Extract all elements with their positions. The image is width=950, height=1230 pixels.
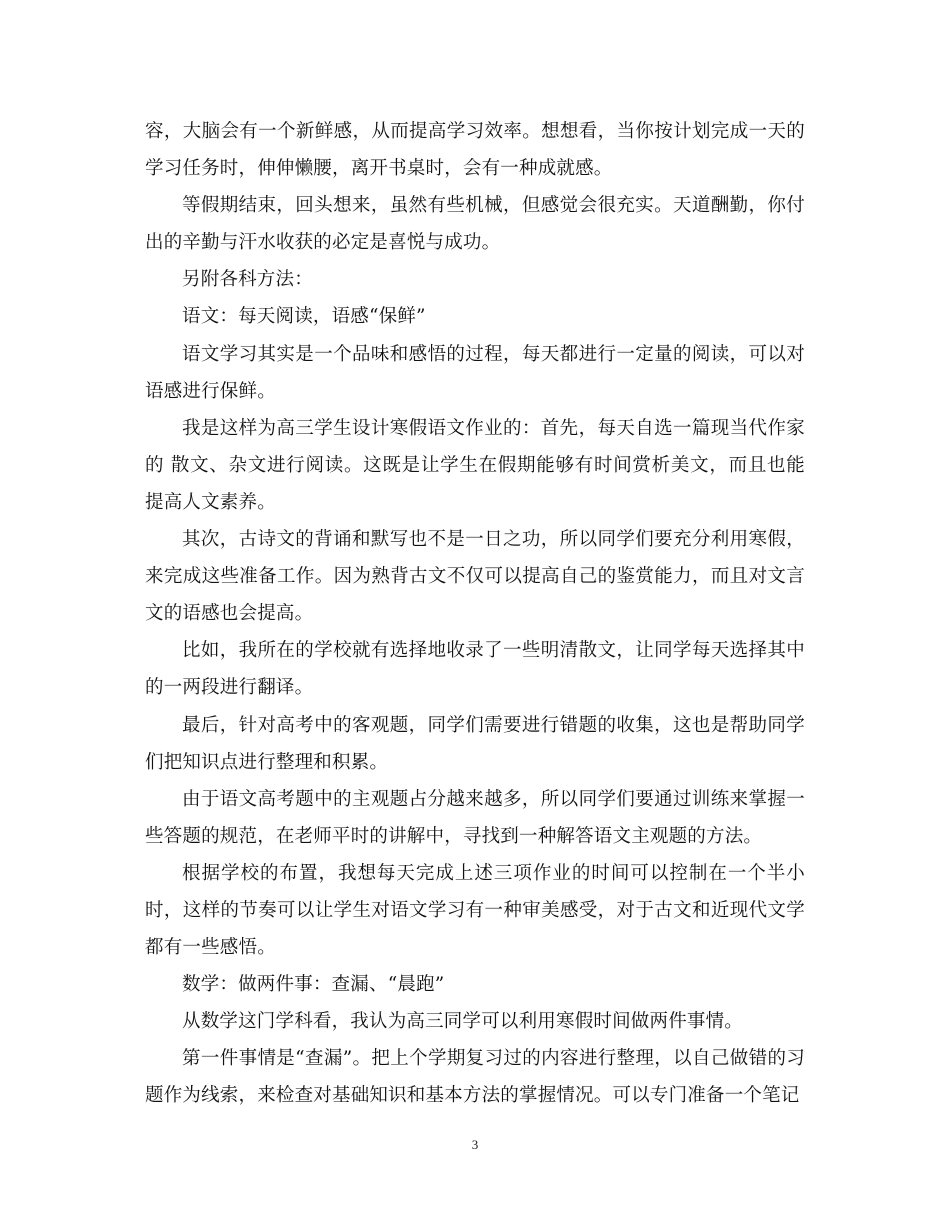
- paragraph-5: 语文学习其实是一个品味和感悟的过程，每天都进行一定量的阅读，可以对语感进行保鲜。: [145, 343, 805, 402]
- paragraph-9: 最后，针对高考中的客观题，同学们需要进行错题的收集，这也是帮助同学们把知识点进行整理和积累。: [145, 714, 805, 773]
- document-body: [145, 113, 805, 1115]
- section-heading-chinese: 语文：每天阅读，语感“保鲜”: [182, 306, 426, 328]
- paragraph-11: 根据学校的布置，我想每天完成上述三项作业的时间可以控制在一个半小时，这样的节奏可以让学生对语文学习有一种审美感受，对于古文和近现代文学都有一些感悟。: [145, 862, 805, 959]
- section-heading-math: 数学：做两件事：查漏、“晨跑”: [182, 974, 445, 996]
- paragraph-14: 第一件事情是“查漏”。把上个学期复习过的内容进行整理，以自己做错的习题作为线索，来检查对基础知识和基本方法的掌握情况。可以专门准备一个笔记: [145, 1048, 805, 1107]
- paragraph-10: 由于语文高考题中的主观题占分越来越多，所以同学们要通过训练来掌握一些答题的规范，在老师平时的讲解中，寻找到一种解答语文主观题的方法。: [145, 788, 805, 847]
- paragraph-2: 等假期结束，回头想来，虽然有些机械，但感觉会很充实。天道酬勤，你付出的辛勤与汗水收获的必定是喜悦与成功。: [145, 195, 805, 254]
- paragraph-13: 从数学这门学科看，我认为高三同学可以利用寒假时间做两件事情。: [182, 1011, 744, 1033]
- page-number: 3: [471, 1137, 479, 1152]
- paragraph-3: 另附各科方法：: [182, 269, 313, 291]
- paragraph-6: 我是这样为高三学生设计寒假语文作业的：首先，每天自选一篇现当代作家的 散文、杂文进行阅读。这既是让学生在假期能够有时间赏析美文，而且也能提高人文素养。: [145, 417, 805, 513]
- paragraph-8: 比如，我所在的学校就有选择地收录了一些明清散文，让同学每天选择其中的一两段进行翻译。: [145, 640, 805, 699]
- paragraph-1: 容，大脑会有一个新鲜感，从而提高学习效率。想想看，当你按计划完成一天的学习任务时，伸伸懒腰，离开书桌时，会有一种成就感。: [145, 121, 805, 180]
- paragraph-7: 其次，古诗文的背诵和默写也不是一日之功，所以同学们要充分利用寒假，来完成这些准备工作。因为熟背古文不仅可以提高自己的鉴赏能力，而且对文言文的语感也会提高。: [145, 529, 805, 625]
